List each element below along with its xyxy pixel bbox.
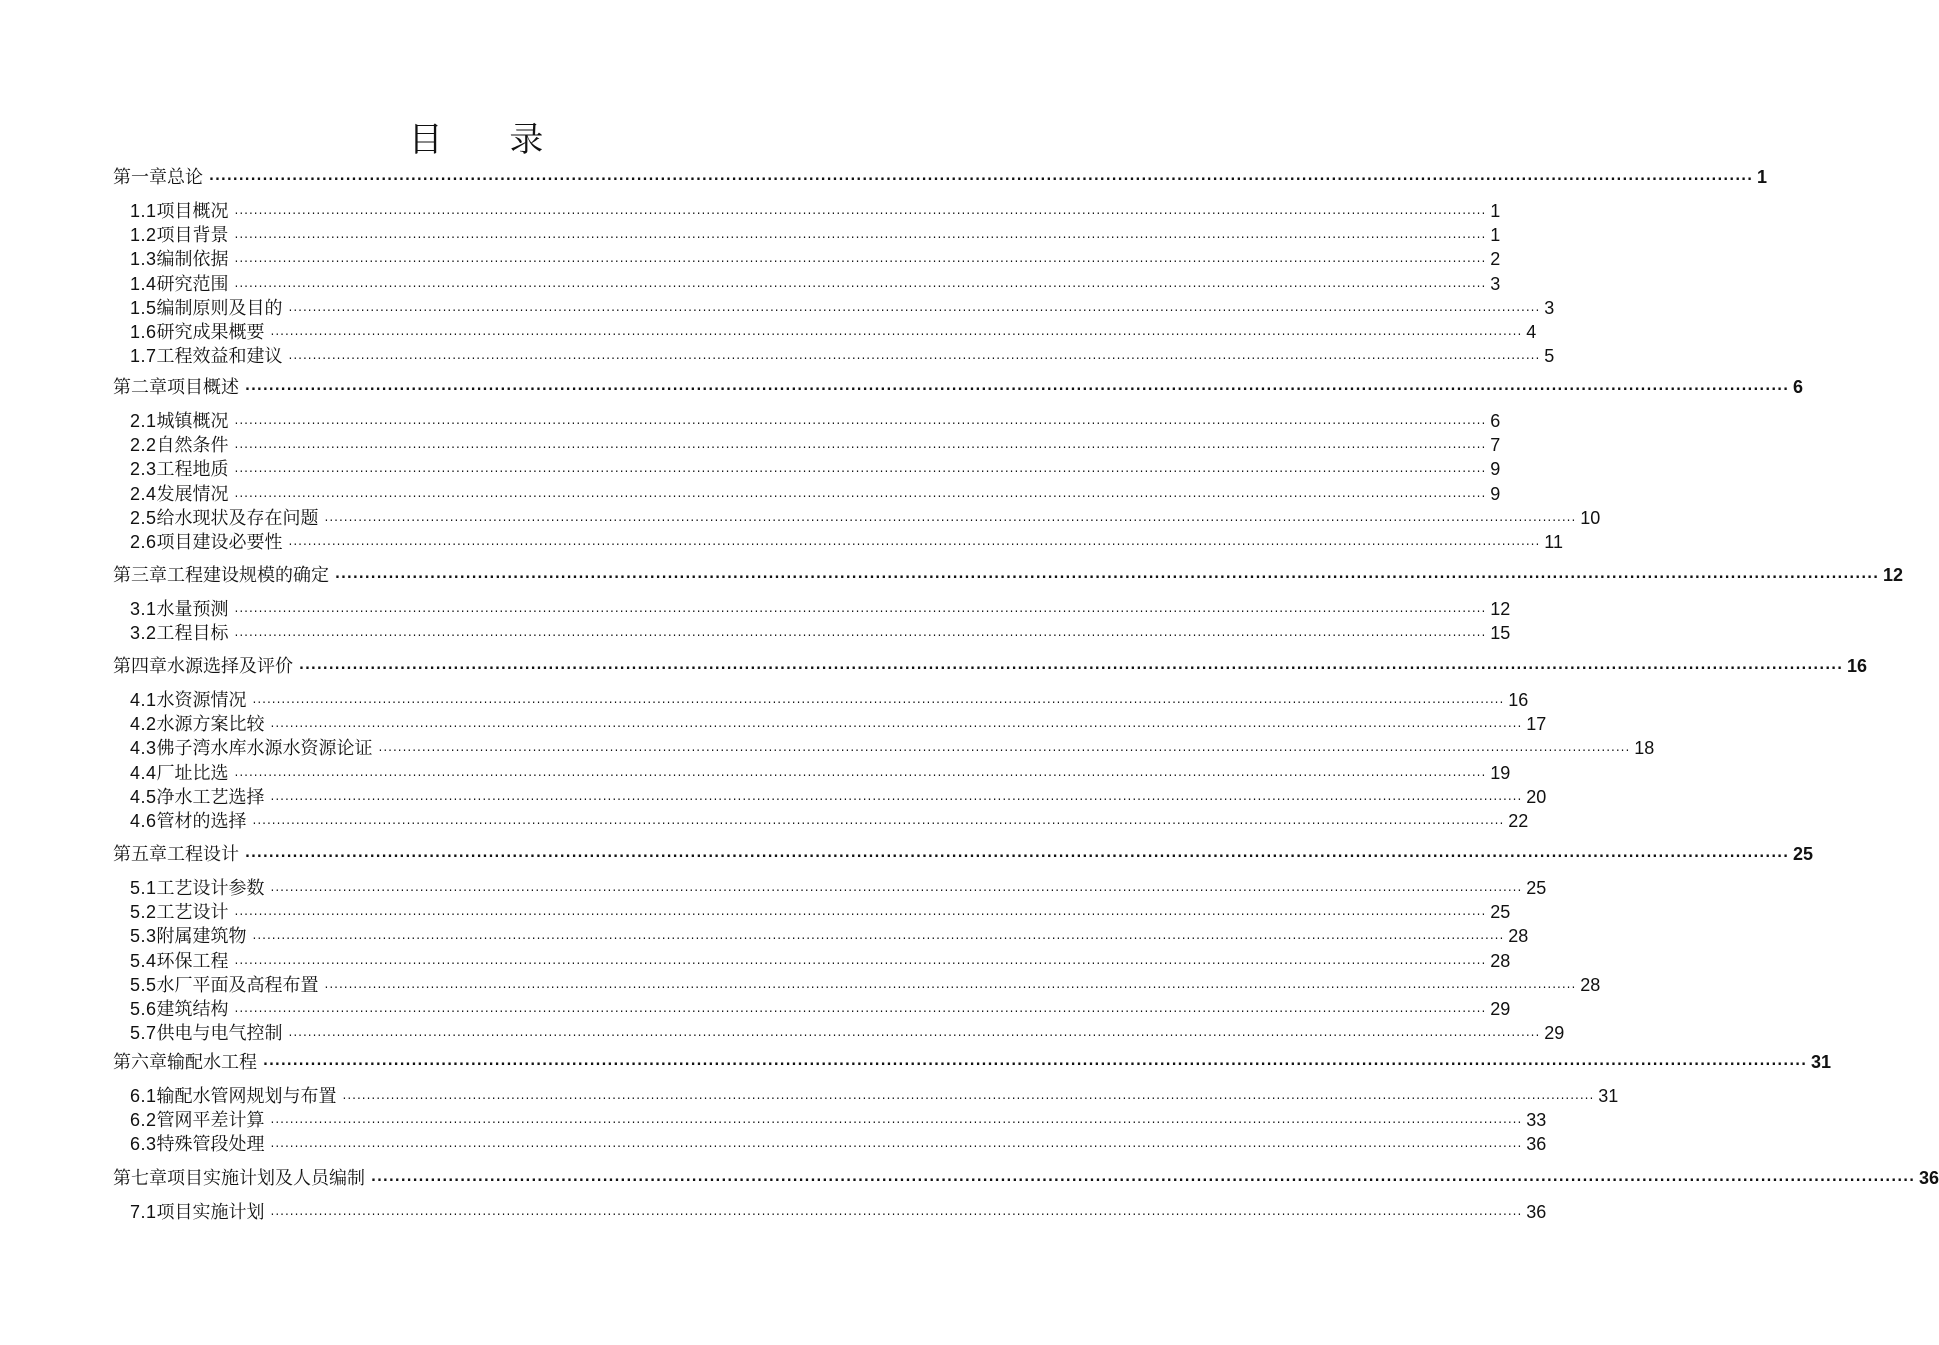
- dot-leader: ....................................................................................................................................................................................................................................................................: [234, 413, 1487, 427]
- section-number: 2.2: [130, 435, 157, 456]
- page-number: 6: [1793, 377, 1804, 397]
- section-title: 水源方案比较: [156, 714, 265, 736]
- section-title: 厂址比选: [156, 762, 229, 784]
- section-title: 水量预测: [156, 599, 229, 620]
- toc-section-entry[interactable]: [130, 734, 1655, 760]
- section-number: 1.7: [130, 346, 157, 367]
- toc-section-entry[interactable]: [130, 783, 1547, 809]
- section-title: 水资源情况: [156, 690, 247, 711]
- dot-leader: ....................................................................................................................................................................................................................................................................: [234, 437, 1487, 452]
- page-number: 28: [1508, 926, 1529, 947]
- section-number: 4.4: [130, 762, 157, 783]
- chapter-title: 工程建设规模的确定: [167, 565, 329, 586]
- chapter-number: 第五章: [113, 844, 167, 865]
- page-number: 29: [1544, 1023, 1565, 1044]
- toc-section-entry[interactable]: [130, 686, 1529, 712]
- page-title: 目 录: [408, 120, 572, 160]
- section-title: 环保工程: [156, 950, 229, 972]
- toc-chapter-entry[interactable]: [113, 373, 1804, 399]
- chapter-number: 第一章: [113, 167, 167, 188]
- page-number: 1: [1490, 201, 1501, 221]
- toc-chapter-entry[interactable]: [113, 1164, 1939, 1190]
- page-number: 9: [1490, 459, 1501, 480]
- page-number: 36: [1526, 1202, 1547, 1222]
- toc-section-entry[interactable]: [130, 221, 1501, 247]
- section-number: 7.1: [130, 1202, 157, 1222]
- chapter-number: 第六章: [113, 1052, 167, 1073]
- section-title: 供电与电气控制: [156, 1023, 283, 1045]
- toc-section-entry[interactable]: [130, 947, 1511, 973]
- section-title: 自然条件: [156, 435, 229, 457]
- toc-section-entry[interactable]: [130, 1106, 1547, 1132]
- page-number: 7: [1490, 435, 1501, 456]
- section-number: 1.5: [130, 297, 157, 318]
- section-number: 5.2: [130, 902, 157, 923]
- page-number: 25: [1526, 878, 1547, 898]
- toc-section-entry[interactable]: [130, 710, 1547, 736]
- section-number: 5.3: [130, 926, 157, 947]
- toc-section-entry[interactable]: [130, 619, 1511, 645]
- page-number: 15: [1490, 623, 1511, 644]
- section-number: 2.6: [130, 532, 157, 552]
- section-title: 项目建设必要性: [156, 532, 283, 553]
- dot-leader: ....................................................................................................................................................................................................................................................................: [252, 813, 1505, 827]
- page-number: 16: [1508, 690, 1529, 710]
- section-title: 项目背景: [156, 225, 229, 247]
- section-number: 4.2: [130, 714, 157, 735]
- section-title: 发展情况: [156, 483, 229, 505]
- section-title: 编制原则及目的: [156, 297, 283, 319]
- chapter-number: 第三章: [113, 565, 167, 586]
- page-number: 31: [1598, 1086, 1619, 1106]
- page-number: 25: [1490, 902, 1511, 923]
- dot-leader: ....................................................................................................................................................................................................................................................................: [270, 324, 1523, 338]
- toc-section-entry[interactable]: [130, 759, 1511, 785]
- page-number: 19: [1490, 762, 1511, 783]
- dot-leader: ....................................................................................................................................................................................................................................................................: [234, 251, 1487, 266]
- dot-leader: ....................................................................................................................................................................................................................................................................: [234, 461, 1487, 476]
- section-title: 研究范围: [156, 273, 229, 295]
- toc-section-entry[interactable]: [130, 431, 1501, 457]
- toc-section-entry[interactable]: [130, 528, 1563, 554]
- toc-chapter-entry[interactable]: [113, 1048, 1832, 1074]
- dot-leader: ....................................................................................................................................................................................................................................................................: [288, 299, 1541, 314]
- dot-leader: ....................................................................................................................................................................................................................................................................: [234, 625, 1487, 640]
- page-number: 17: [1526, 714, 1547, 735]
- toc-section-entry[interactable]: [130, 1130, 1547, 1156]
- toc-chapter-entry[interactable]: [113, 840, 1814, 866]
- chapter-title: 总论: [167, 167, 203, 188]
- section-title: 建筑结构: [156, 999, 229, 1020]
- section-number: 2.5: [130, 507, 157, 528]
- page-number: 29: [1490, 999, 1511, 1019]
- dot-leader: ....................................................................................................................................................................................................................................................................: [324, 976, 1577, 991]
- toc-section-entry[interactable]: [130, 270, 1501, 296]
- section-title: 工程效益和建议: [156, 346, 283, 368]
- page-number: 11: [1544, 532, 1563, 552]
- page-number: 25: [1793, 844, 1814, 864]
- section-title: 管网平差计算: [156, 1110, 265, 1132]
- dot-leader: ....................................................................................................................................................................................................................................................................: [270, 1136, 1523, 1151]
- toc-chapter-entry[interactable]: [113, 561, 1904, 587]
- page-number: 36: [1526, 1134, 1547, 1155]
- section-number: 1.1: [130, 201, 157, 221]
- page-number: 1: [1490, 225, 1501, 246]
- toc-chapter-entry[interactable]: [113, 652, 1868, 678]
- dot-leader: ....................................................................................................................................................................................................................................................................: [270, 716, 1523, 731]
- toc-section-entry[interactable]: [130, 874, 1547, 900]
- toc-section-entry[interactable]: [130, 245, 1501, 271]
- dot-leader: ....................................................................................................................................................................................................................................................................: [270, 1204, 1523, 1218]
- dot-leader: ....................................................................................................................................................................................................................................................................: [234, 952, 1487, 967]
- dot-leader: ....................................................................................................................................................................................................................................................................: [335, 567, 1880, 582]
- page-number: 16: [1847, 656, 1868, 676]
- page-number: 31: [1811, 1052, 1832, 1072]
- page-number: 10: [1580, 507, 1601, 528]
- chapter-title: 水源选择及评价: [167, 656, 293, 677]
- section-number: 5.5: [130, 974, 157, 995]
- dot-leader: ....................................................................................................................................................................................................................................................................: [234, 275, 1487, 290]
- page-number: 3: [1544, 297, 1555, 318]
- section-title: 附属建筑物: [156, 926, 247, 948]
- section-number: 5.4: [130, 950, 157, 971]
- toc-section-entry[interactable]: [130, 197, 1501, 223]
- section-number: 5.6: [130, 999, 157, 1019]
- section-number: 2.4: [130, 483, 157, 504]
- dot-leader: ....................................................................................................................................................................................................................................................................: [252, 928, 1505, 943]
- toc-section-entry[interactable]: [130, 455, 1501, 481]
- dot-leader: ....................................................................................................................................................................................................................................................................: [245, 846, 1790, 861]
- page-number: 28: [1490, 950, 1511, 971]
- section-title: 项目概况: [156, 201, 229, 222]
- toc-section-entry[interactable]: [130, 898, 1511, 924]
- dot-leader: ....................................................................................................................................................................................................................................................................: [270, 1112, 1523, 1127]
- dot-leader: ....................................................................................................................................................................................................................................................................: [324, 509, 1577, 524]
- toc-section-entry[interactable]: [130, 807, 1529, 833]
- section-title: 给水现状及存在问题: [156, 507, 319, 529]
- dot-leader: ....................................................................................................................................................................................................................................................................: [245, 379, 1790, 394]
- page-number: 12: [1490, 599, 1511, 619]
- dot-leader: ....................................................................................................................................................................................................................................................................: [263, 1054, 1808, 1069]
- page-number: 12: [1883, 565, 1904, 585]
- dot-leader: ....................................................................................................................................................................................................................................................................: [209, 169, 1754, 184]
- section-title: 特殊管段处理: [156, 1134, 265, 1156]
- dot-leader: ....................................................................................................................................................................................................................................................................: [288, 534, 1541, 548]
- dot-leader: ....................................................................................................................................................................................................................................................................: [234, 227, 1487, 242]
- section-number: 3.2: [130, 623, 157, 644]
- chapter-title: 工程设计: [167, 844, 239, 865]
- page-number: 6: [1490, 411, 1501, 431]
- dot-leader: ....................................................................................................................................................................................................................................................................: [234, 1001, 1487, 1015]
- section-title: 净水工艺选择: [156, 786, 265, 808]
- chapter-number: 第七章: [113, 1168, 167, 1189]
- page-number: 20: [1526, 786, 1547, 807]
- dot-leader: ....................................................................................................................................................................................................................................................................: [234, 601, 1487, 615]
- section-number: 1.6: [130, 322, 157, 342]
- toc-section-entry[interactable]: [130, 407, 1501, 433]
- page-number: 9: [1490, 483, 1501, 504]
- section-number: 1.4: [130, 273, 157, 294]
- section-title: 佛子湾水库水源水资源论证: [156, 738, 373, 760]
- section-number: 3.1: [130, 599, 157, 619]
- dot-leader: ....................................................................................................................................................................................................................................................................: [234, 764, 1487, 779]
- section-number: 2.3: [130, 459, 157, 480]
- section-number: 4.5: [130, 786, 157, 807]
- section-title: 城镇概况: [156, 411, 229, 432]
- section-number: 6.3: [130, 1134, 157, 1155]
- dot-leader: ....................................................................................................................................................................................................................................................................: [252, 692, 1505, 706]
- chapter-number: 第四章: [113, 656, 167, 677]
- dot-leader: ....................................................................................................................................................................................................................................................................: [378, 740, 1631, 755]
- dot-leader: ....................................................................................................................................................................................................................................................................: [234, 904, 1487, 919]
- dot-leader: ....................................................................................................................................................................................................................................................................: [371, 1170, 1916, 1185]
- dot-leader: ....................................................................................................................................................................................................................................................................: [288, 1025, 1541, 1040]
- section-number: 6.2: [130, 1110, 157, 1131]
- toc-section-entry[interactable]: [130, 995, 1511, 1021]
- dot-leader: ....................................................................................................................................................................................................................................................................: [299, 658, 1844, 673]
- dot-leader: ....................................................................................................................................................................................................................................................................: [234, 485, 1487, 500]
- toc-section-entry[interactable]: [130, 504, 1601, 530]
- dot-leader: ....................................................................................................................................................................................................................................................................: [288, 348, 1541, 363]
- page-number: 36: [1919, 1168, 1939, 1188]
- chapter-number: 第二章: [113, 377, 167, 398]
- dot-leader: ....................................................................................................................................................................................................................................................................: [234, 203, 1487, 217]
- section-title: 水厂平面及高程布置: [156, 974, 319, 996]
- page-number: 4: [1526, 322, 1537, 342]
- section-number: 4.6: [130, 811, 157, 831]
- page-number: 28: [1580, 974, 1601, 995]
- page-number: 5: [1544, 346, 1555, 367]
- page-number: 18: [1634, 738, 1655, 759]
- chapter-title: 输配水工程: [167, 1052, 257, 1073]
- section-number: 5.1: [130, 878, 157, 898]
- chapter-title: 项目实施计划及人员编制: [167, 1168, 365, 1189]
- toc-chapter-entry[interactable]: [113, 163, 1768, 189]
- section-number: 1.2: [130, 225, 157, 246]
- page-number: 1: [1757, 167, 1768, 187]
- page-number: 22: [1508, 811, 1529, 831]
- section-number: 4.3: [130, 738, 157, 759]
- section-number: 2.1: [130, 411, 157, 431]
- dot-leader: ....................................................................................................................................................................................................................................................................: [270, 788, 1523, 803]
- section-title: 输配水管网规划与布置: [156, 1086, 337, 1107]
- section-title: 编制依据: [156, 249, 229, 271]
- toc-section-entry[interactable]: [130, 1019, 1565, 1045]
- dot-leader: ....................................................................................................................................................................................................................................................................: [270, 880, 1523, 894]
- section-title: 研究成果概要: [156, 322, 265, 343]
- section-title: 项目实施计划: [156, 1202, 265, 1223]
- section-number: 5.7: [130, 1023, 157, 1044]
- toc-section-entry[interactable]: [130, 1198, 1547, 1224]
- toc-section-entry[interactable]: [130, 971, 1601, 997]
- section-number: 6.1: [130, 1086, 157, 1106]
- dot-leader: ....................................................................................................................................................................................................................................................................: [342, 1088, 1595, 1102]
- page-number: 33: [1526, 1110, 1547, 1131]
- page-number: 3: [1490, 273, 1501, 294]
- section-title: 工艺设计参数: [156, 878, 265, 899]
- toc-section-entry[interactable]: [130, 922, 1529, 948]
- toc-section-entry[interactable]: [130, 1082, 1619, 1108]
- section-title: 管材的选择: [156, 811, 247, 832]
- chapter-title: 项目概述: [167, 377, 239, 398]
- section-title: 工程地质: [156, 459, 229, 481]
- section-title: 工程目标: [156, 623, 229, 645]
- page-number: 2: [1490, 249, 1501, 270]
- toc-section-entry[interactable]: [130, 480, 1501, 506]
- toc-section-entry[interactable]: [130, 342, 1555, 368]
- toc-section-entry[interactable]: [130, 294, 1555, 320]
- section-title: 工艺设计: [156, 902, 229, 924]
- toc-section-entry[interactable]: [130, 318, 1537, 344]
- section-number: 1.3: [130, 249, 157, 270]
- toc-section-entry[interactable]: [130, 595, 1511, 621]
- section-number: 4.1: [130, 690, 157, 710]
